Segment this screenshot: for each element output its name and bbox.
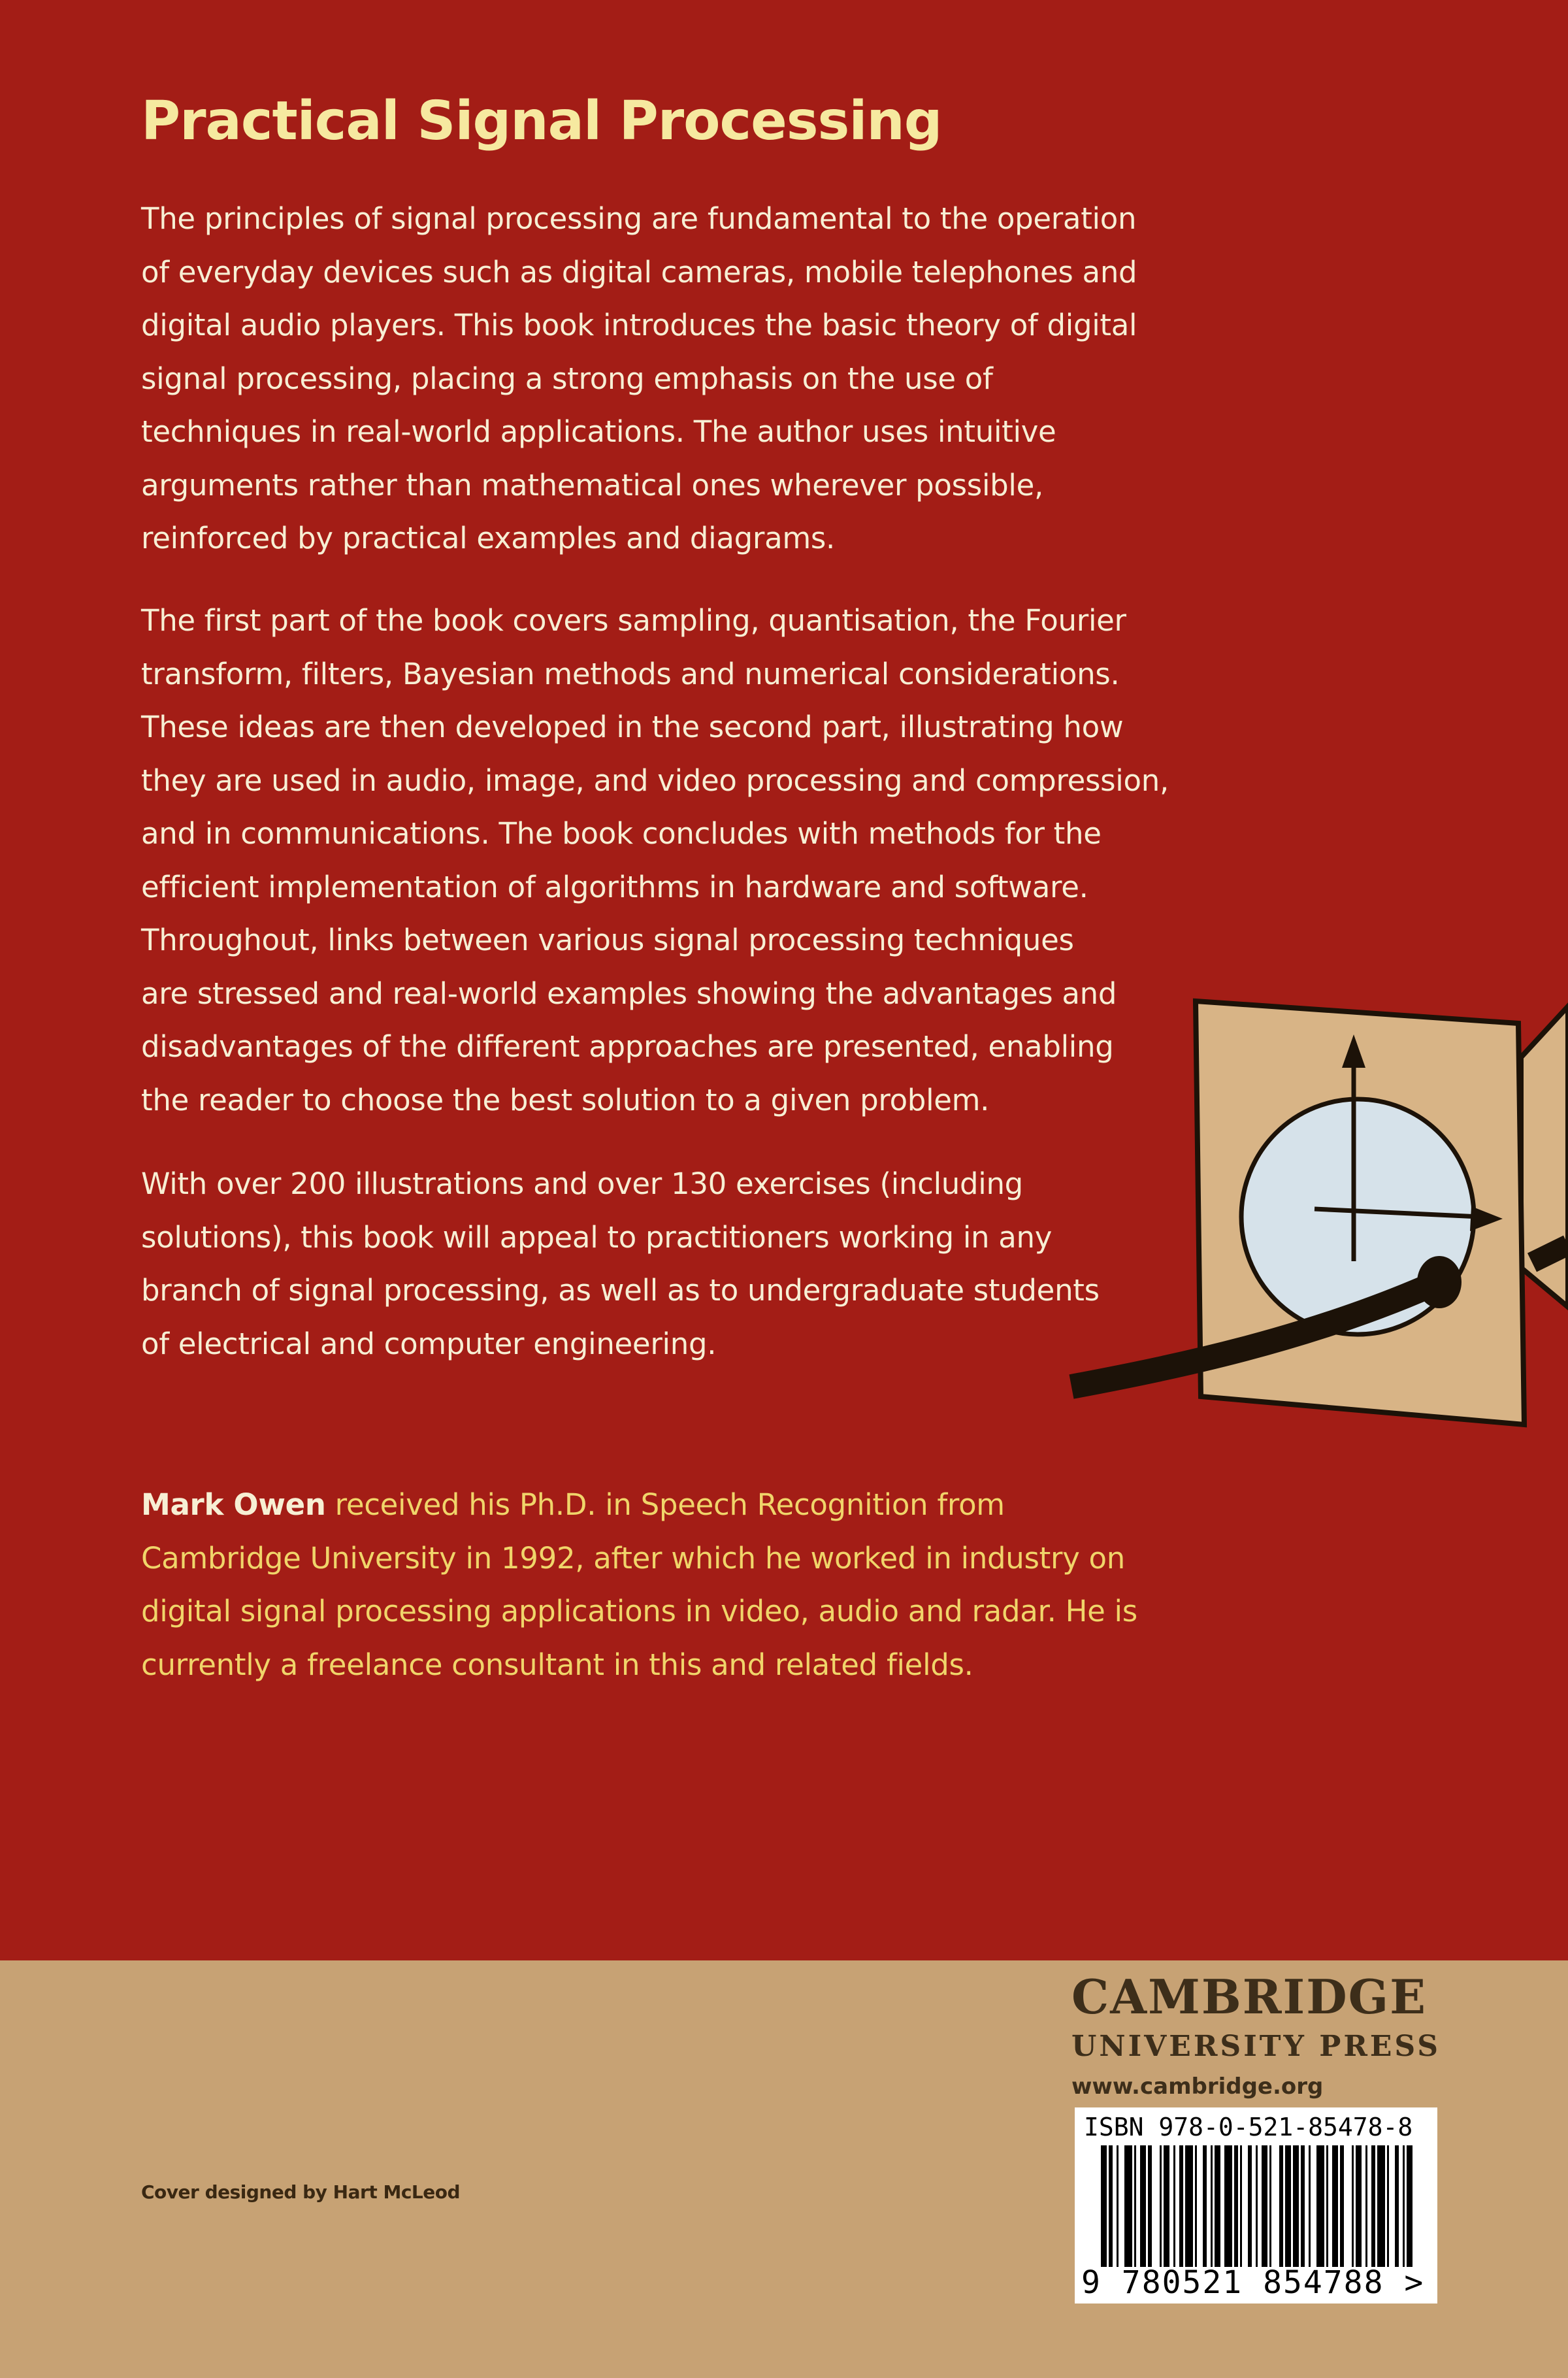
author-bio [141, 1478, 1137, 1691]
barcode-bar [1377, 2145, 1385, 2267]
barcode-bar [1179, 2145, 1183, 2267]
barcode-bar [1173, 2145, 1175, 2267]
barcode-bar [1124, 2145, 1132, 2267]
paragraph-line: they are used in audio, image, and video processing and compression, [141, 763, 1169, 798]
barcode-bar [1164, 2145, 1169, 2267]
publisher-block [1071, 1969, 1441, 2100]
paragraph-line: transform, filters, Bayesian methods and numerical considerations. [141, 656, 1120, 691]
barcode-bar [1262, 2145, 1267, 2267]
paragraph-line: branch of signal processing, as well as to undergraduate students [141, 1273, 1100, 1308]
author-bio-text: received his Ph.D. in Speech Recognition from [325, 1487, 1005, 1522]
illustration-hole [1417, 1256, 1462, 1308]
publisher-subtitle: UNIVERSITY PRESS [1071, 2030, 1441, 2063]
barcode-bar [1195, 2145, 1197, 2267]
book-title: Practical Signal Processing [141, 90, 942, 152]
barcode-bar [1224, 2145, 1232, 2267]
barcode-bar [1285, 2145, 1291, 2267]
barcode-bar [1269, 2145, 1271, 2267]
paragraph-line: With over 200 illustrations and over 130 exercises (including [141, 1166, 1023, 1201]
barcode-bar [1256, 2145, 1258, 2267]
barcode-digits: 9 780521 854788 > [1081, 2264, 1425, 2301]
barcode-bar [1340, 2145, 1344, 2267]
paragraph-line: disadvantages of the different approaches are presented, enabling [141, 1029, 1114, 1064]
barcode-bar [1109, 2145, 1113, 2267]
barcode-bar [1326, 2145, 1328, 2267]
barcode-bar [1332, 2145, 1338, 2267]
author-bio-line: digital signal processing applications in video, audio and radar. He is [141, 1594, 1137, 1628]
barcode-bar [1387, 2145, 1389, 2267]
paragraph-line: reinforced by practical examples and diagrams. [141, 521, 836, 555]
paragraph-line: arguments rather than mathematical ones wherever possible, [141, 467, 1044, 503]
description-paragraph-1 [141, 192, 1137, 565]
barcode-bar [1309, 2145, 1311, 2267]
barcode-bar [1240, 2145, 1242, 2267]
isbn-label: ISBN 978-0-521-85478-8 [1084, 2113, 1413, 2141]
barcode-bar [1140, 2145, 1146, 2267]
cover-illustration [1045, 902, 1568, 1477]
paragraph-line: digital audio players. This book introduces the basic theory of digital [141, 308, 1137, 342]
author-name: Mark Owen [141, 1487, 326, 1522]
barcode-icon [1101, 2145, 1414, 2267]
barcode-bar [1211, 2145, 1213, 2267]
barcode-bar [1279, 2145, 1283, 2267]
paragraph-line: These ideas are then developed in the second part, illustrating how [141, 710, 1124, 744]
description-paragraph-3 [141, 1157, 1100, 1370]
paragraph-line: of everyday devices such as digital cameras, mobile telephones and [141, 254, 1137, 289]
barcode-bar [1215, 2145, 1220, 2267]
paragraph-line: techniques in real-world applications. The author uses intuitive [141, 414, 1056, 449]
description-paragraph-2 [141, 594, 1169, 1127]
barcode-bar [1234, 2145, 1238, 2267]
barcode-bar [1160, 2145, 1162, 2267]
paragraph-line: The first part of the book covers sampling, quantisation, the Fourier [141, 603, 1126, 638]
barcode-bar [1101, 2145, 1107, 2267]
barcode-bar [1203, 2145, 1207, 2267]
barcode-bar [1407, 2145, 1413, 2267]
paragraph-line: solutions), this book will appeal to practitioners working in any [141, 1219, 1053, 1255]
author-bio-line: Cambridge University in 1992, after which he worked in industry on [141, 1540, 1126, 1576]
publisher-name: CAMBRIDGE [1071, 1969, 1428, 2024]
paragraph-line: are stressed and real-world examples showing the advantages and [141, 976, 1117, 1011]
barcode-bar [1293, 2145, 1299, 2267]
barcode-bar [1117, 2145, 1119, 2267]
paragraph-line: the reader to choose the best solution to a given problem. [141, 1082, 990, 1117]
barcode-bar [1301, 2145, 1305, 2267]
barcode-bar [1352, 2145, 1354, 2267]
paragraph-line: The principles of signal processing are fundamental to the operation [141, 201, 1137, 236]
author-bio-line: currently a freelance consultant in this and related fields. [141, 1647, 973, 1682]
barcode-bar [1395, 2145, 1399, 2267]
barcode-bar [1356, 2145, 1362, 2267]
barcode-bar [1371, 2145, 1375, 2267]
publisher-url: www.cambridge.org [1071, 2073, 1324, 2100]
author-bio-first-line [141, 1478, 1075, 1532]
paragraph-line: signal processing, placing a strong emphasis on the use of [141, 361, 993, 396]
paragraph-line: of electrical and computer engineering. [141, 1326, 717, 1361]
paragraph-line: and in communications. The book concludes with methods for the [141, 816, 1102, 851]
barcode-bar [1403, 2145, 1405, 2267]
barcode-box [1075, 2107, 1437, 2304]
barcode-bar [1185, 2145, 1193, 2267]
barcode-bar [1316, 2145, 1324, 2267]
barcode-bar [1134, 2145, 1136, 2267]
barcode-bar [1148, 2145, 1152, 2267]
cover-credit: Cover designed by Hart McLeod [141, 2181, 461, 2203]
barcode-bar [1365, 2145, 1367, 2267]
paragraph-line: efficient implementation of algorithms in hardware and software. [141, 869, 1088, 904]
paragraph-line: Throughout, links between various signal processing techniques [141, 923, 1074, 957]
barcode-bar [1248, 2145, 1252, 2267]
